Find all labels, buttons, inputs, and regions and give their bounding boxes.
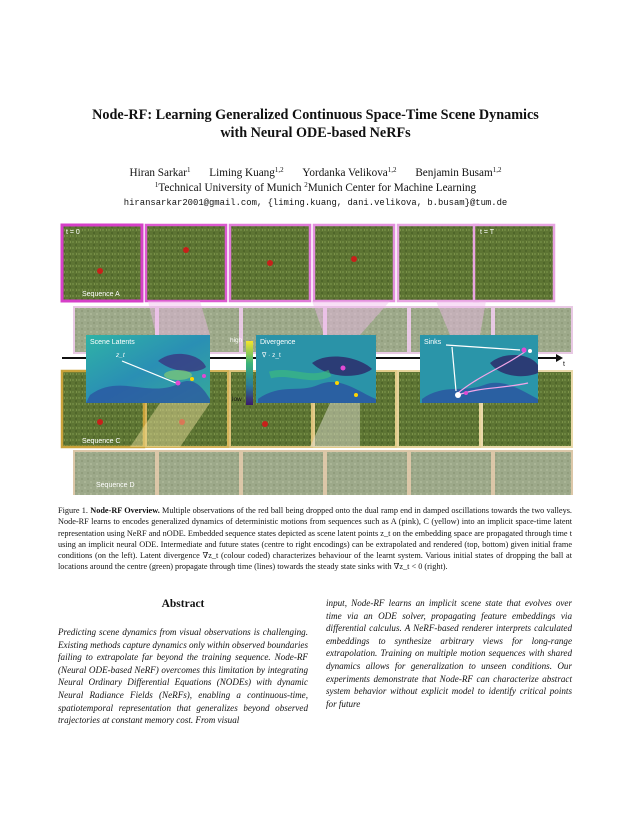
caption-title: Node-RF Overview. [90, 506, 160, 515]
divergence-label: Divergence [260, 339, 296, 346]
figure-caption [58, 505, 572, 573]
zt-label: z_t [116, 352, 125, 359]
title-line-1: Node-RF: Learning Generalized Continuous Space-Time Scene Dynamics [92, 107, 539, 123]
divergence-formula: ∇ · z_t [262, 352, 281, 359]
time-axis-label: t [563, 361, 565, 368]
author: Yordanka Velikova$^{1,2}$ [302, 166, 397, 179]
scene-latents-label: Scene Latents [90, 339, 135, 346]
sequence-a-row [62, 225, 554, 301]
author: Liming Kuang$^{1,2}$ [209, 166, 284, 179]
abstract-left-column: Predicting scene dynamics from visual observations is challenging. Existing methods capture dynamics only within observed boundaries failing to extrapolate far beyond the training sequence. Node-RF (Neural ODE-based NeRF) overcomes this limitation by integrating Neural Ordinary Differential Equations (NODEs) with dynamic Neural Radiance Fields (NeRFs), enabling a continuous-time, spatiotemporal representation that generalizes beyond observed trajectories at constant memory cost. From visual [58, 627, 308, 726]
abstract-right-column: input, Node-RF learns an implicit scene state that evolves over time via an ODE solver, propagating feature embeddings via differential calculus. A NeRF-based renderer interprets calculated embeddings to synthesize arbitrary views for long-range extrapolation. Training on multiple motion sequences with shared dynamics allows for generalization to unseen conditions. Our experiments demonstrate that Node-RF can characterize abstract system behavior without explicit model to identify critical points for future [326, 598, 572, 709]
affiliation: Munich Center for Machine Learning [307, 182, 477, 194]
affiliations: $^1$Technical University of Munich $^2$Munich Center for Machine Learning [154, 181, 477, 194]
sequence-d-label: Sequence D [96, 482, 135, 489]
overview-figure [60, 223, 573, 495]
sequence-a-label: Sequence A [82, 291, 120, 298]
author: Benjamin Busam$^{1,2}$ [415, 166, 502, 179]
sinks-panel [420, 335, 538, 403]
sinks-label: Sinks [424, 339, 442, 346]
author-list [0, 166, 631, 179]
paper-title [0, 106, 631, 142]
divergence-panel [256, 335, 376, 403]
scene-latents-panel [86, 335, 210, 403]
t0-label: t = 0 [66, 229, 80, 236]
affiliation: Technical University of Munich [158, 182, 305, 194]
figure-1 [60, 223, 573, 495]
caption-text: Multiple observations of the red ball being dropped onto the dual ramp end in damped oscillations towards the two valleys. Node-RF learns to encodes generalized dynamics of deterministic motions from sequences such as A (pink), C (yellow) into an implicit space-time latent representation using NeRF and nODE. Embedded sequence states depicted as scene latent points z_t on the embedding space are propagated through time t using an implicit neural ODE. Intermediate and future states (centre to right encodings) can be extrapolated and rendered (top, bottom) given initial frame conditions (on the left). Latent divergence ∇z_t (colour coded) characterizes behaviour of the learnt system. Various initial states of dropping the ball at locations around the centre (green) propagate through time (lines) towards the steady state sinks with ∇z_t < 0 (right). [58, 506, 572, 572]
sequence-d-row [74, 451, 572, 495]
sequence-c-label: Sequence C [82, 438, 121, 445]
author: Hiran Sarkar$^1$ [129, 166, 191, 179]
colorbar-high-label: high [230, 337, 243, 344]
caption-label: Figure 1. [58, 506, 91, 515]
colorbar-low-label: low [232, 396, 242, 403]
tT-label: t = T [480, 229, 495, 236]
title-line-2: with Neural ODE-based NeRFs [220, 125, 411, 141]
abstract-heading: Abstract [161, 598, 205, 610]
author-emails: hiransarkar2001@gmail.com, {liming.kuang, dani.velikova, b.busam}@tum.de [123, 198, 508, 208]
